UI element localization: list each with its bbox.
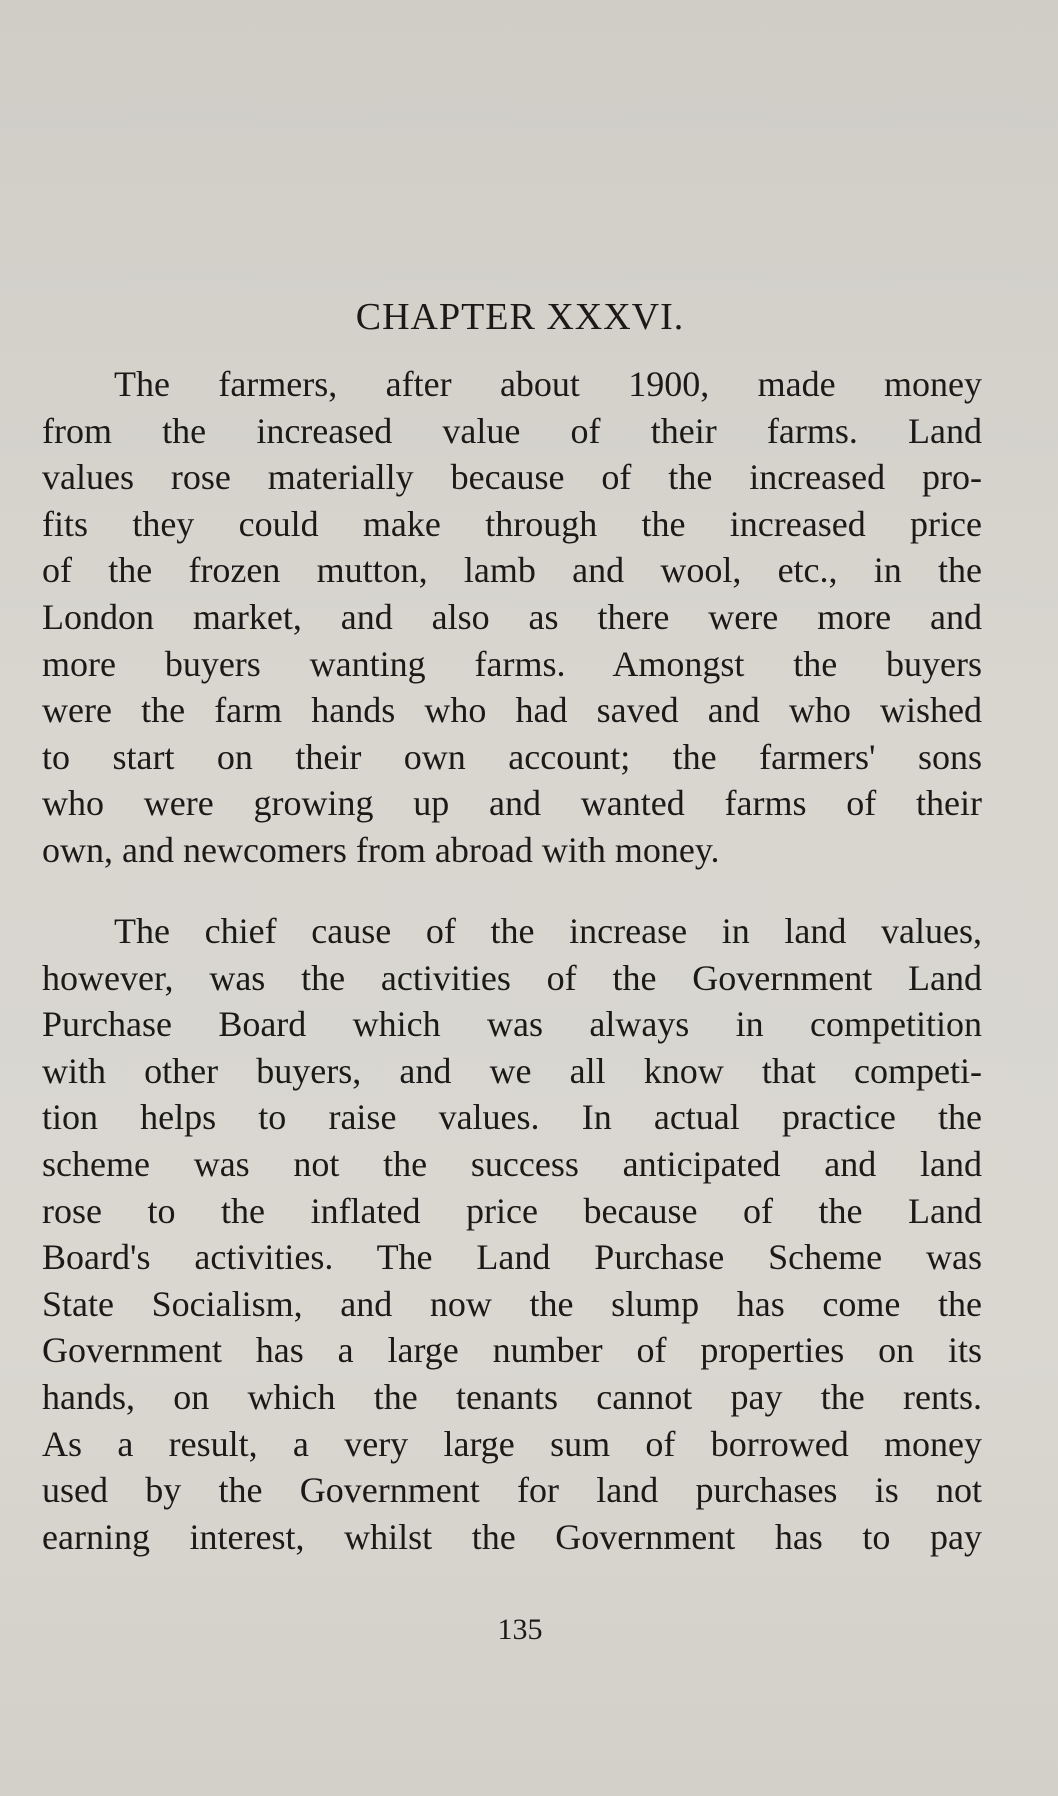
paragraph-2 bbox=[42, 908, 982, 1560]
text-line: values rose materially because of the increased pro- bbox=[42, 457, 982, 498]
text-line: scheme was not the success anticipated and land bbox=[42, 1143, 982, 1184]
text-line: to start on their own account; the farmers' sons bbox=[42, 736, 982, 777]
text-line: with other buyers, and we all know that competi- bbox=[42, 1050, 982, 1091]
chapter-title: CHAPTER XXXVI. bbox=[355, 296, 685, 338]
text-line: earning interest, whilst the Government has to pay bbox=[42, 1516, 982, 1557]
text-line: State Socialism, and now the slump has come the bbox=[42, 1283, 982, 1324]
text-line: who were growing up and wanted farms of their bbox=[42, 783, 982, 824]
text-line: of the frozen mutton, lamb and wool, etc., in the bbox=[42, 550, 982, 591]
text-line: rose to the inflated price because of the Land bbox=[42, 1190, 982, 1231]
text-line: London market, and also as there were more and bbox=[42, 596, 982, 637]
text-line: hands, on which the tenants cannot pay the rents. bbox=[42, 1376, 982, 1417]
text-line: fits they could make through the increased price bbox=[42, 503, 982, 544]
text-line: own, and newcomers from abroad with money. bbox=[42, 829, 720, 870]
text-line: Board's activities. The Land Purchase Scheme was bbox=[42, 1237, 982, 1278]
text-line: Purchase Board which was always in competition bbox=[42, 1004, 982, 1045]
text-line: Government has a large number of properties on its bbox=[42, 1330, 982, 1371]
text-line: used by the Government for land purchases is not bbox=[42, 1470, 982, 1511]
text-line: from the increased value of their farms. Land bbox=[42, 410, 982, 451]
paragraph-1 bbox=[42, 361, 982, 874]
text-line: The chief cause of the increase in land values, bbox=[42, 911, 982, 951]
text-line: The farmers, after about 1900, made money bbox=[42, 364, 982, 404]
text-line: more buyers wanting farms. Amongst the buyers bbox=[42, 643, 982, 684]
text-line: tion helps to raise values. In actual practice the bbox=[42, 1097, 982, 1138]
text-line: As a result, a very large sum of borrowed money bbox=[42, 1423, 982, 1464]
text-line: however, was the activities of the Government Land bbox=[42, 957, 982, 998]
page-number: 135 bbox=[497, 1613, 543, 1646]
text-line: were the farm hands who had saved and who wished bbox=[42, 690, 982, 731]
